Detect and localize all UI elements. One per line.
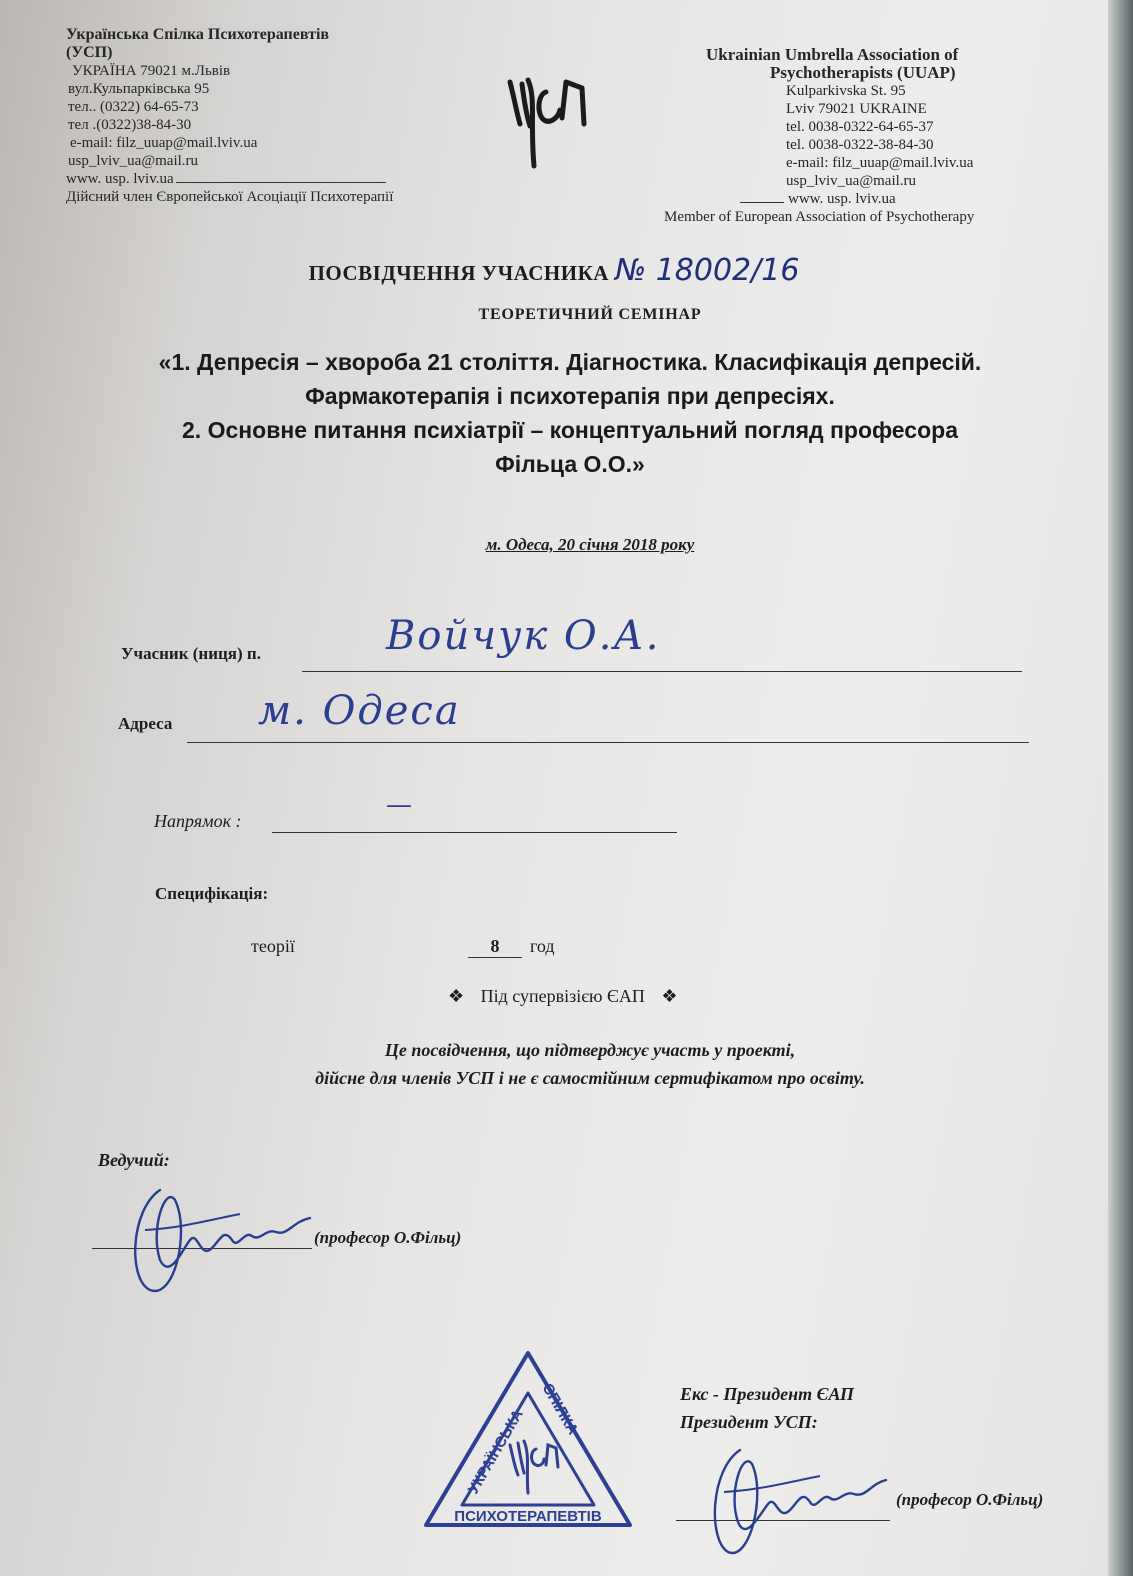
- topic-line-4: Фільца О.О.»: [495, 451, 645, 477]
- theory-label: теорії: [251, 936, 295, 956]
- usp-logo: [500, 62, 596, 172]
- address-country-ua: УКРАЇНА 79021 м.Львів: [72, 63, 231, 79]
- street-ua: вул.Кульпарківська 95: [68, 81, 210, 97]
- desk-edge: [1108, 0, 1133, 1576]
- org-name-ua-line1: Українська Спілка Психотерапевтів: [66, 26, 330, 43]
- stamp-right-text: СПІЛКА: [538, 1380, 582, 1438]
- diamond-bullet-icon: ❖: [661, 986, 678, 1006]
- certificate-title: [0, 253, 1108, 288]
- supervision-row: [448, 986, 677, 1007]
- participant-line: [302, 671, 1022, 672]
- direction-label: Напрямок :: [154, 811, 242, 831]
- lead-signature-icon: [120, 1170, 320, 1310]
- theory-hours: 8: [468, 936, 522, 958]
- supervision-text: Під супервізією ЄАП: [480, 986, 645, 1006]
- direction-line: [272, 832, 677, 833]
- lead-name: (професор О.Фільц): [314, 1228, 462, 1247]
- membership-ua: Дійсний член Європейської Асоціації Психотерапії: [66, 189, 394, 205]
- email1-ua: e-mail: filz_uuap@mail.lviv.ua: [70, 135, 258, 151]
- note-line-2: дійсне для членів УСП і не є самостійним сертифікатом про освіту.: [315, 1068, 865, 1088]
- web-ua: www. usp. lviv.ua: [66, 170, 393, 188]
- pres-label-2: Президент УСП:: [680, 1412, 818, 1432]
- city-en: Lviv 79021 UKRAINE: [786, 101, 927, 117]
- usp-logo-icon: [500, 62, 596, 172]
- diamond-bullet-icon: ❖: [448, 986, 465, 1006]
- topic-line-2: Фармакотерапія і психотерапія при депресіях.: [305, 383, 835, 409]
- address-value: м. Одеса: [258, 688, 461, 734]
- pres-label-1: Екс - Президент ЄАП: [680, 1384, 855, 1404]
- participant-value: Войчук О.А.: [386, 613, 661, 659]
- header-left: [66, 26, 393, 206]
- address-label: Адреса: [118, 714, 173, 733]
- note-line-1: Це посвідчення, що підтверджує участь у проекті,: [384, 1040, 796, 1060]
- phone2-en: tel. 0038-0322-38-84-30: [786, 137, 934, 153]
- web-en: www. usp. lviv.ua: [706, 190, 974, 208]
- street-en: Kulparkivska St. 95: [786, 83, 906, 99]
- topic-line-3: 2. Основне питання психіатрії – концептуальний погляд професора: [182, 417, 958, 443]
- stamp-left-text: УКРАЇНСЬКА: [464, 1406, 527, 1497]
- lead-label: Ведучий:: [98, 1150, 170, 1170]
- seminar-type: ТЕОРЕТИЧНИЙ СЕМІНАР: [478, 306, 702, 323]
- email2-en: usp_lviv_ua@mail.ru: [786, 173, 917, 189]
- seminar-topic: [70, 345, 1070, 481]
- organization-stamp-icon: [418, 1345, 638, 1545]
- phone1-ua: тел.. (0322) 64-65-73: [68, 99, 199, 115]
- participant-label: Учасник (ниця) п.: [121, 644, 261, 663]
- title-text: ПОСВІДЧЕННЯ УЧАСНИКА: [308, 261, 609, 285]
- org-name-en-line2: Psychotherapists (UUAP): [770, 63, 956, 82]
- president-signature-icon: [690, 1430, 890, 1570]
- phone1-en: tel. 0038-0322-64-65-37: [786, 119, 934, 135]
- hours-unit: год: [530, 936, 555, 956]
- org-name-ua-line2: (УСП): [66, 44, 113, 61]
- org-name-en-line1: Ukrainian Umbrella Association of: [706, 45, 959, 64]
- membership-en: Member of European Association of Psychotherapy: [664, 209, 975, 225]
- pres-name: (професор О.Фільц): [896, 1490, 1044, 1509]
- topic-line-1: «1. Депресія – хвороба 21 століття. Діагностика. Класифікація депресій.: [158, 349, 982, 375]
- email1-en: e-mail: filz_uuap@mail.lviv.ua: [786, 155, 974, 171]
- stamp-bottom-text: ПСИХОТЕРАПЕВТІВ: [454, 1508, 602, 1525]
- email2-ua: usp_lviv_ua@mail.ru: [68, 153, 199, 169]
- direction-value: —: [386, 790, 414, 820]
- validity-note: [0, 1036, 1133, 1092]
- place-date: м. Одеса, 20 січня 2018 року: [485, 535, 695, 554]
- address-line: [187, 742, 1029, 743]
- header-right: [664, 45, 975, 226]
- certificate-number: № 18002/16: [614, 253, 800, 288]
- spec-label: Специфікація:: [155, 884, 269, 903]
- phone2-ua: тел .(0322)38-84-30: [68, 117, 192, 133]
